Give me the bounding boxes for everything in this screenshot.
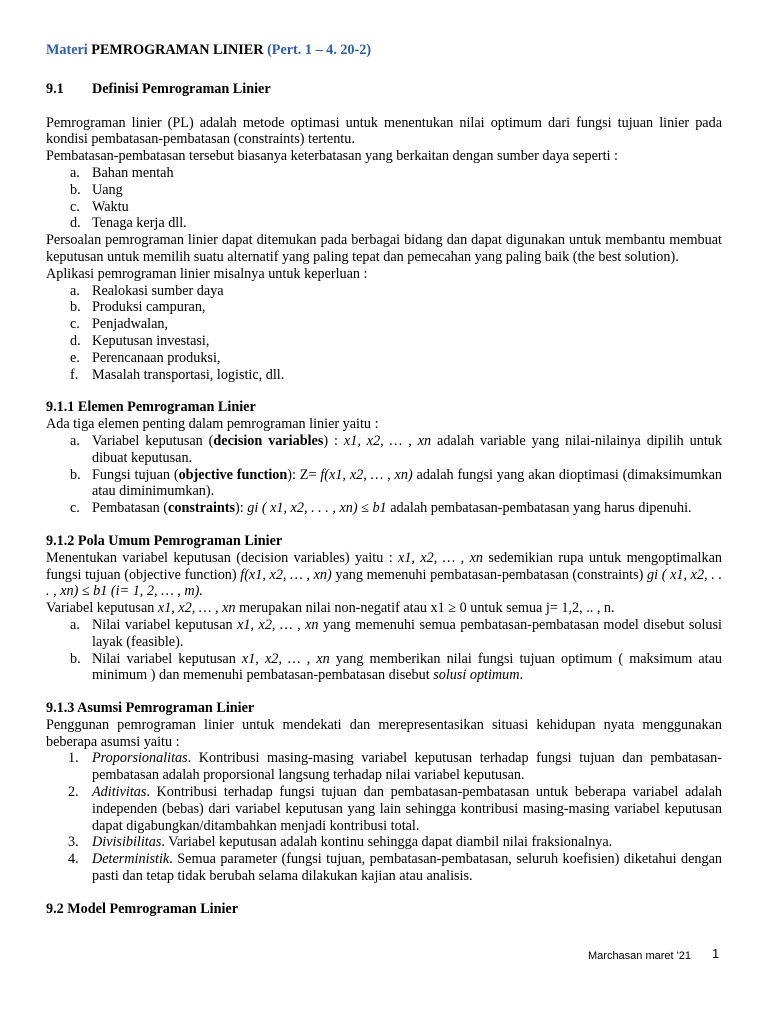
paragraph: Persoalan pemrograman linier dapat ditemukan pada berbagai bidang dan dapat digunakan untuk membantu membuat keputusan untuk memilih suatu alternatif yang paling tepat dan pemecahan yang paling baik (the best solution). [46, 232, 722, 265]
list-item: 4. Deterministik. Semua parameter (fungsi tujuan, pembatasan-pembatasan, seluruh koefisien) diketahui dengan pasti dan tetap tidak berubah selama dilakukan kajian atau analisis. [68, 851, 722, 885]
title-main: PEMROGRAMAN LINIER [91, 42, 264, 58]
section-9-1-heading [46, 81, 722, 98]
document-title [46, 42, 722, 59]
paragraph: Variabel keputusan x1, x2, … , xn merupakan nilai non-negatif atau x1 ≥ 0 untuk semua j= 1,2, .. , n. [46, 600, 615, 617]
section-number: 9.1 [46, 80, 64, 97]
document-page [46, 42, 722, 918]
section-9-2-heading: 9.2 Model Pemrograman Linier [46, 900, 239, 917]
list-item: 2. Aditivitas. Kontribusi terhadap fungsi tujuan dan pembatasan-pembatasan untuk beberapa variabel adalah independen (bebas) dari variabel keputusan yang lain sehingga kontribusi masing-masing variabel keputusan dapat digabungkan/ditambahkan menjadi kontribusi total. [68, 784, 722, 834]
list-item: c. Pembatasan (constraints): gi ( x1, x2, . . . , xn) ≤ b1 adalah pembatasan-pembatasan yang harus dipenuhi. [70, 500, 692, 517]
title-suffix: (Pert. 1 – 4. 20-2) [267, 42, 372, 58]
list-item: a. Variabel keputusan (decision variables) : x1, x2, … , xn adalah variable yang nilai-nilainya dipilih untuk dibuat keputusan. [70, 432, 722, 466]
list-item: a. Bahan mentah [70, 164, 174, 181]
title-prefix: Materi [46, 42, 88, 58]
section-9-1-2-heading: 9.1.2 Pola Umum Pemrograman Linier [46, 532, 283, 549]
list-item: b. Nilai variabel keputusan x1, x2, … , xn yang memberikan nilai fungsi tujuan optimum ( maksimum atau minimum ) dan memenuhi pembatasan-pembatasan disebut solusi optimum. [70, 650, 722, 684]
list-item: d. Keputusan investasi, [70, 332, 210, 349]
list-item: a. Nilai variabel keputusan x1, x2, … , xn yang memenuhi semua pembatasan-pembatasan model disebut solusi layak (feasible). [70, 616, 722, 650]
solution-list [46, 617, 722, 684]
page-number: 1 [712, 946, 720, 961]
list-item: b. Produksi campuran, [70, 299, 206, 316]
paragraph: Pemrograman linier (PL) adalah metode optimasi untuk menentukan nilai optimum dari fungsi tujuan linier pada kondisi pembatasan-pembatasan (constraints) tertentu. [46, 114, 722, 148]
section-title: Definisi Pemrograman Linier [92, 80, 271, 97]
footer-text: Marchasan maret '21 [588, 950, 691, 962]
list-item: b. Fungsi tujuan (objective function): Z= f(x1, x2, … , xn) adalah fungsi yang akan dioptimasi (dimaksimumkan atau diminimumkan). [70, 466, 722, 500]
list-item: b. Uang [70, 181, 123, 198]
list-item: a. Realokasi sumber daya [70, 282, 224, 299]
paragraph: Pembatasan-pembatasan tersebut biasanya keterbatasan yang berkaitan dengan sumber daya seperti : [46, 148, 619, 165]
list-item: d. Tenaga kerja dll. [70, 215, 187, 232]
list-item: 3. Divisibilitas. Variabel keputusan adalah kontinu sehingga dapat diambil nilai fraksionalnya. [68, 834, 613, 851]
assumption-list [46, 750, 722, 884]
list-item: c. Penjadwalan, [70, 316, 169, 333]
resource-list [46, 165, 722, 232]
paragraph: Menentukan variabel keputusan (decision variables) yaitu : x1, x2, … , xn sedemikian rupa untuk mengoptimalkan fungsi tujuan (objective function) f(x1, x2, … , xn) yang memenuhi pembatasan-pembatasan (constraints) gi ( x1, x2, . . . , xn) ≤ b1 (i= 1, 2, … , m). [46, 549, 723, 600]
list-item: e. Perencanaan produksi, [70, 349, 221, 366]
math-expression: f(x1, x2, … , xn) [320, 466, 413, 483]
math-expression: gi ( x1, x2, . . . , xn) ≤ b1 [247, 500, 387, 517]
list-item: 1. Proporsionalitas. Kontribusi masing-masing variabel keputusan terhadap fungsi tujuan dan pembatasan-pembatasan adalah proporsional langsung terhadap nilai variabel keputusan. [68, 750, 722, 784]
section-9-1-3-heading: 9.1.3 Asumsi Pemrograman Linier [46, 700, 255, 717]
list-item: f. Masalah transportasi, logistic, dll. [70, 366, 285, 383]
math-expression: x1, x2, … , xn [343, 432, 432, 449]
section-9-1-1-heading: 9.1.1 Elemen Pemrograman Linier [46, 399, 256, 416]
paragraph: Aplikasi pemrograman linier misalnya untuk keperluan : [46, 265, 368, 282]
application-list [46, 283, 722, 384]
element-list [46, 433, 722, 517]
paragraph: Ada tiga elemen penting dalam pemrograman linier yaitu : [46, 416, 379, 433]
list-item: c. Waktu [70, 198, 129, 215]
paragraph: Penggunan pemrograman linier untuk mendekati dan merepresentasikan situasi kehidupan nyata menggunakan beberapa asumsi yaitu : [46, 716, 722, 750]
